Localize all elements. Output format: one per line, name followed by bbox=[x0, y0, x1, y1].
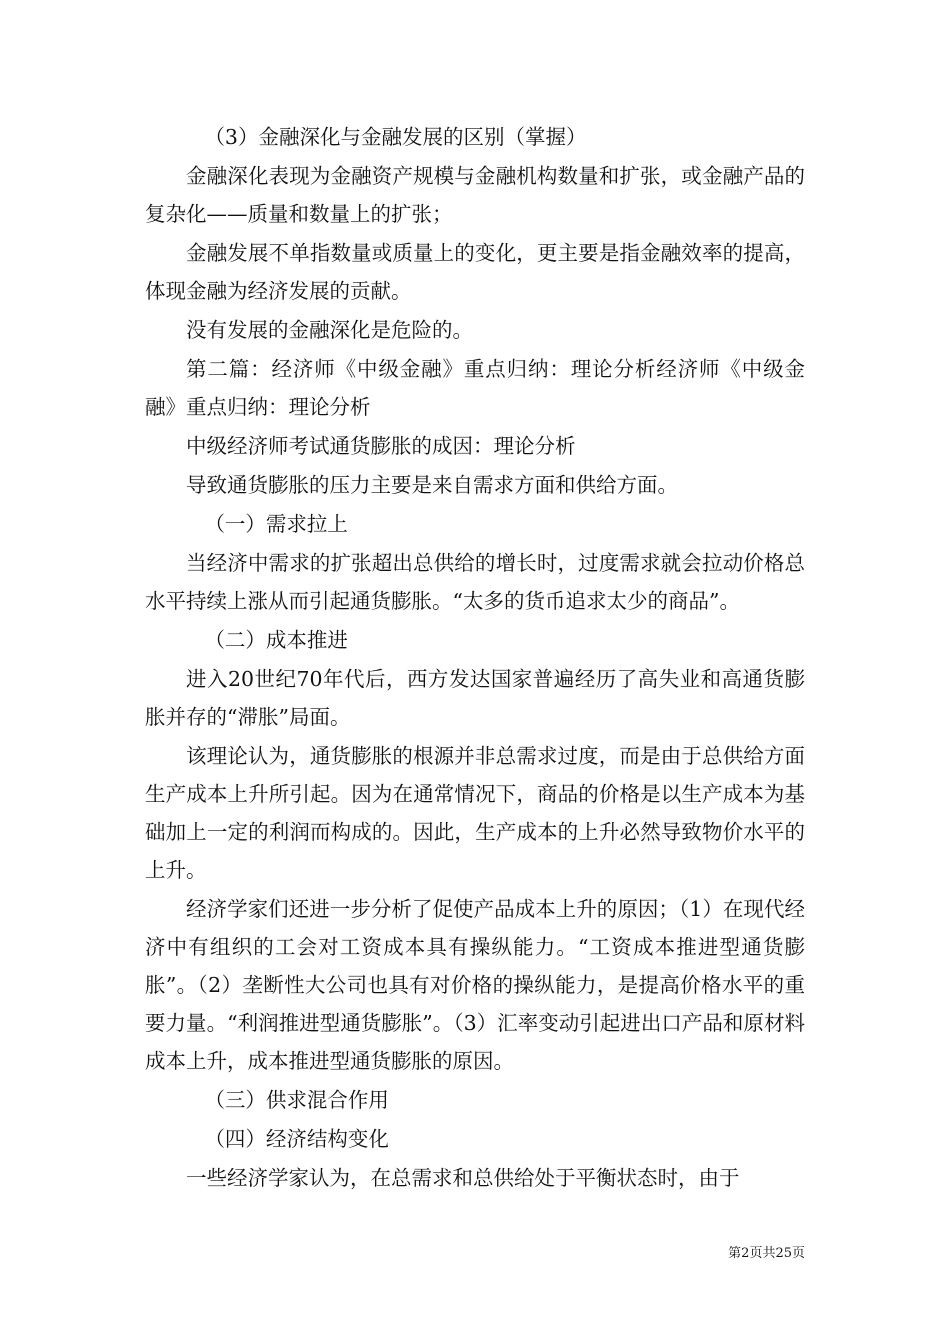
paragraph-cost-push-theory: 该理论认为，通货膨胀的根源并非总需求过度，而是由于总供给方面生产成本上升所引起。因为在通常情况下，商品的价格是以生产成本为基础加上一定的利润而构成的。因此，生产成本的上升必然导致物价水平的上升。 bbox=[145, 744, 805, 882]
paragraph-development-definition: 金融发展不单指数量或质量上的变化，更主要是指金融效率的提高，体现金融为经济发展的贡献。 bbox=[145, 241, 805, 303]
subheading-deepening-vs-development: （3）金融深化与金融发展的区别（掌握） bbox=[204, 125, 587, 149]
paragraph-stagflation: 进入20世纪70年代后，西方发达国家普遍经历了高失业和高通货膨胀并存的“滞胀”局面。 bbox=[145, 667, 805, 729]
subheading-mixed: （三）供求混合作用 bbox=[204, 1088, 389, 1112]
section-title-part-two: 第二篇：经济师《中级金融》重点归纳：理论分析经济师《中级金融》重点归纳：理论分析 bbox=[145, 357, 805, 419]
paragraph-inflation-causes-title: 中级经济师考试通货膨胀的成因：理论分析 bbox=[186, 434, 576, 458]
paragraph-inflation-pressure: 导致通货膨胀的压力主要是来自需求方面和供给方面。 bbox=[186, 473, 678, 497]
subheading-structural-change: （四）经济结构变化 bbox=[204, 1127, 389, 1151]
document-body bbox=[145, 118, 805, 1198]
paragraph-deepening-risk: 没有发展的金融深化是危险的。 bbox=[186, 318, 473, 342]
subheading-demand-pull: （一）需求拉上 bbox=[204, 512, 348, 536]
paragraph-deepening-definition: 金融深化表现为金融资产规模与金融机构数量和扩张，或金融产品的复杂化——质量和数量上的扩张； bbox=[145, 164, 805, 226]
paragraph-cost-push-reasons: 经济学家们还进一步分析了促使产品成本上升的原因；（1）在现代经济中有组织的工会对工资成本具有操纵能力。“工资成本推进型通货膨胀”。（2）垄断性大公司也具有对价格的操纵能力，是提高价格水平的重要力量。“利润推进型通货膨胀”。（3）汇率变动引起进出口产品和原材料成本上升，成本推进型通货膨胀的原因。 bbox=[145, 897, 805, 1073]
paragraph-demand-pull: 当经济中需求的扩张超出总供给的增长时，过度需求就会拉动价格总水平持续上涨从而引起通货膨胀。“太多的货币追求太少的商品”。 bbox=[145, 551, 805, 613]
page-number: 第2页共25页 bbox=[728, 1246, 805, 1261]
paragraph-structural-change: 一些经济学家认为，在总需求和总供给处于平衡状态时，由于 bbox=[186, 1166, 740, 1190]
subheading-cost-push: （二）成本推进 bbox=[204, 628, 348, 652]
